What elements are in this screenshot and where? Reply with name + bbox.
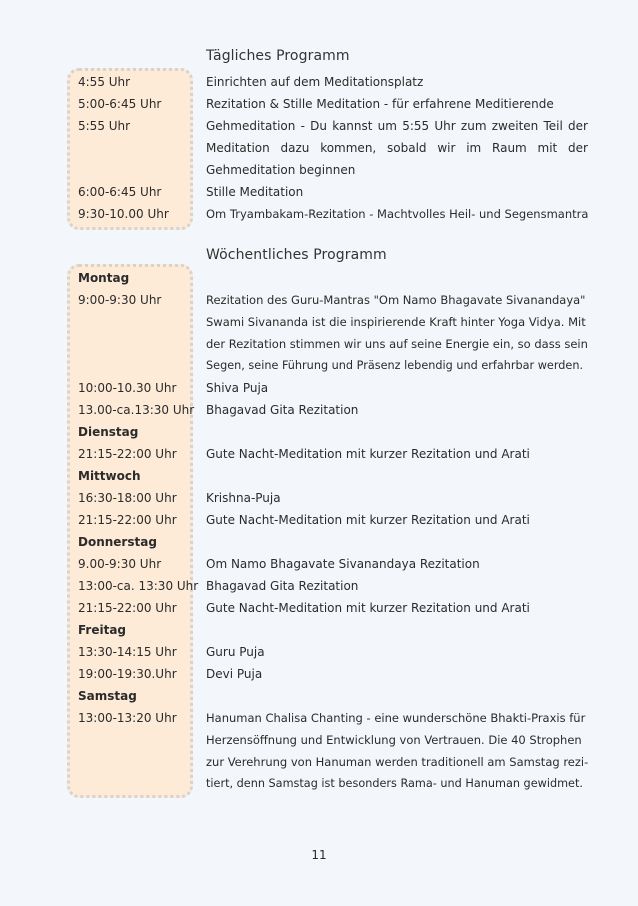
- daily-desc: Om Tryambakam-Rezitation - Machtvolles Heil- und Segensmantra: [206, 207, 589, 221]
- weekly-row: [78, 311, 588, 333]
- weekly-desc: Devi Puja: [206, 667, 263, 681]
- weekly-time: 19:00-19:30.Uhr: [78, 667, 177, 681]
- day-row-mittwoch: [78, 465, 588, 487]
- weekly-desc: Bhagavad Gita Rezitation: [206, 403, 359, 417]
- daily-heading: Tägliches Programm: [206, 48, 350, 64]
- weekly-row: [78, 597, 588, 619]
- day-label: Mittwoch: [78, 469, 141, 483]
- weekly-row: [78, 377, 588, 399]
- weekly-row: [78, 707, 588, 729]
- day-label: Dienstag: [78, 425, 139, 439]
- daily-desc: Meditation dazu kommen, sobald wir im Raum mit der: [206, 141, 588, 155]
- page-number: 11: [311, 848, 327, 862]
- weekly-row: [78, 487, 588, 509]
- weekly-row: [78, 641, 588, 663]
- daily-row: [78, 181, 588, 203]
- weekly-time: 13:00-ca. 13:30 Uhr: [78, 579, 199, 593]
- weekly-time: 13:00-13:20 Uhr: [78, 711, 177, 725]
- weekly-desc: tiert, denn Samstag ist besonders Rama- und Hanuman gewidmet.: [206, 777, 583, 790]
- weekly-desc: Herzensöffnung und Entwicklung von Vertrauen. Die 40 Strophen: [206, 733, 582, 747]
- day-row-samstag: [78, 685, 588, 707]
- weekly-desc: Rezitation des Guru-Mantras "Om Namo Bhagavate Sivanandaya": [206, 293, 586, 307]
- weekly-time: 13:30-14:15 Uhr: [78, 645, 177, 659]
- weekly-row: [78, 509, 588, 531]
- daily-desc: Gehmeditation beginnen: [206, 163, 356, 177]
- day-label: Donnerstag: [78, 535, 157, 549]
- daily-desc: Stille Meditation: [206, 185, 304, 199]
- day-label: Freitag: [78, 623, 127, 637]
- weekly-row: [78, 553, 588, 575]
- weekly-desc: Guru Puja: [206, 645, 265, 659]
- weekly-desc: Gute Nacht-Meditation mit kurzer Rezitation und Arati: [206, 513, 530, 527]
- weekly-desc: Gute Nacht-Meditation mit kurzer Rezitation und Arati: [206, 447, 530, 461]
- daily-time: 9:30-10.00 Uhr: [78, 207, 169, 221]
- weekly-desc: Krishna-Puja: [206, 491, 281, 505]
- daily-time: 5:00-6:45 Uhr: [78, 97, 162, 111]
- weekly-time: 10:00-10.30 Uhr: [78, 381, 177, 395]
- weekly-desc: Hanuman Chalisa Chanting - eine wunderschöne Bhakti-Praxis für: [206, 711, 586, 725]
- weekly-row: [78, 751, 588, 773]
- daily-row: [78, 93, 588, 115]
- day-row-freitag: [78, 619, 588, 641]
- day-label: Samstag: [78, 689, 137, 703]
- weekly-desc: der Rezitation stimmen wir uns auf seine Energie ein, so dass sein: [206, 337, 588, 351]
- daily-row: [78, 115, 588, 137]
- daily-desc: Einrichten auf dem Meditationsplatz: [206, 75, 424, 89]
- weekly-heading: Wöchentliches Programm: [206, 247, 387, 263]
- weekly-row: [78, 729, 588, 751]
- weekly-row: [78, 773, 588, 795]
- daily-row: [78, 159, 588, 181]
- weekly-desc: Shiva Puja: [206, 381, 269, 395]
- daily-desc: Rezitation & Stille Meditation - für erfahrene Meditierende: [206, 97, 554, 111]
- weekly-desc: Swami Sivananda ist die inspirierende Kraft hinter Yoga Vidya. Mit: [206, 315, 586, 329]
- weekly-time: 13.00-ca.13:30 Uhr: [78, 403, 195, 417]
- daily-time: 4:55 Uhr: [78, 75, 131, 89]
- weekly-desc: zur Verehrung von Hanuman werden traditionell am Samstag rezi-: [206, 755, 589, 769]
- weekly-row: [78, 289, 588, 311]
- daily-time: 6:00-6:45 Uhr: [78, 185, 162, 199]
- weekly-desc: Segen, seine Führung und Präsenz lebendig und erfahrbar werden.: [206, 359, 584, 372]
- daily-desc: Gehmeditation - Du kannst um 5:55 Uhr zum zweiten Teil der: [206, 119, 588, 133]
- day-row-montag: [78, 267, 588, 289]
- weekly-desc: Gute Nacht-Meditation mit kurzer Rezitation und Arati: [206, 601, 530, 615]
- weekly-time: 9.00-9:30 Uhr: [78, 557, 162, 571]
- weekly-row: [78, 399, 588, 421]
- weekly-time: 16:30-18:00 Uhr: [78, 491, 177, 505]
- daily-time: 5:55 Uhr: [78, 119, 131, 133]
- weekly-row: [78, 333, 588, 355]
- day-row-donnerstag: [78, 531, 588, 553]
- weekly-time: 21:15-22:00 Uhr: [78, 447, 177, 461]
- weekly-time: 9:00-9:30 Uhr: [78, 293, 162, 307]
- weekly-row: [78, 575, 588, 597]
- weekly-desc: Om Namo Bhagavate Sivanandaya Rezitation: [206, 557, 480, 571]
- weekly-time: 21:15-22:00 Uhr: [78, 601, 177, 615]
- weekly-row: [78, 355, 588, 377]
- daily-row: [78, 203, 588, 225]
- weekly-time: 21:15-22:00 Uhr: [78, 513, 177, 527]
- weekly-row: [78, 443, 588, 465]
- weekly-row: [78, 663, 588, 685]
- day-row-dienstag: [78, 421, 588, 443]
- weekly-desc: Bhagavad Gita Rezitation: [206, 579, 359, 593]
- day-label: Montag: [78, 271, 130, 285]
- daily-row: [78, 137, 588, 159]
- daily-row: [78, 71, 588, 93]
